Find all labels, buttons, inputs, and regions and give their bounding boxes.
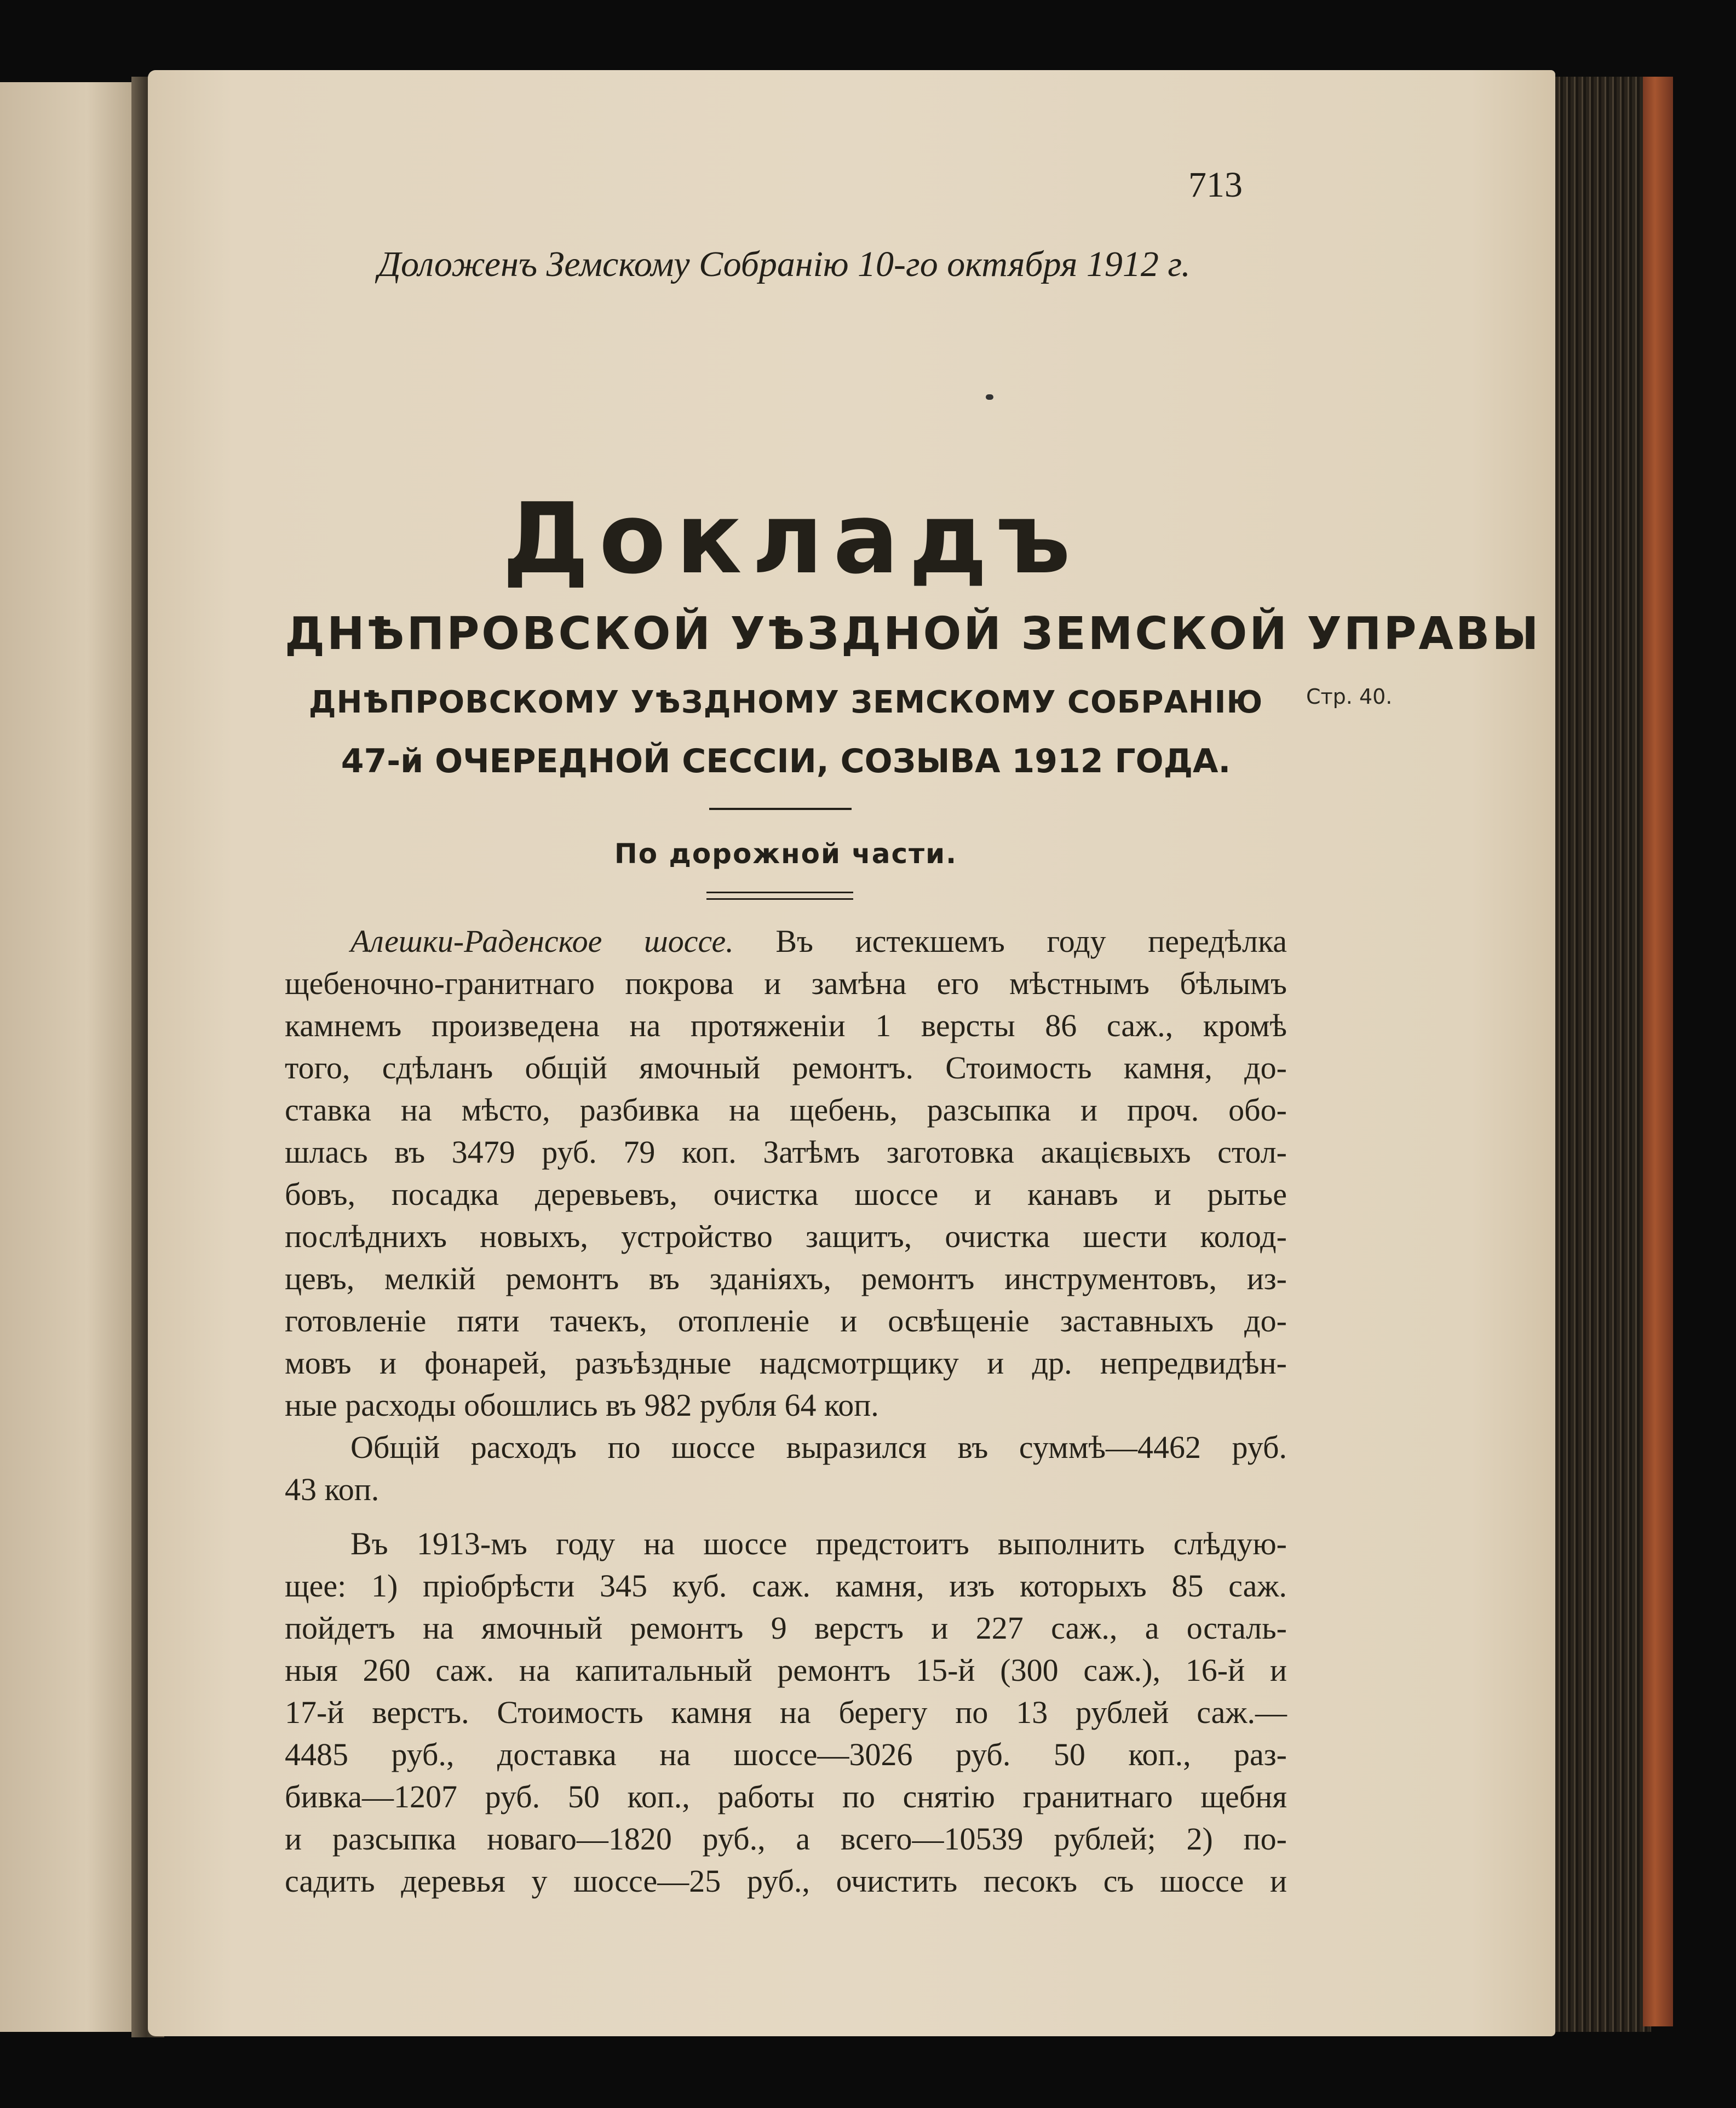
section-divider-bottom <box>706 898 853 900</box>
text-line: готовленіе пяти тачекъ, отопленіе и освѣщеніе заставныхъ до- <box>285 1303 1287 1339</box>
text-line: 4485 руб., доставка на шоссе—3026 руб. 50 коп., раз- <box>285 1737 1287 1772</box>
lead-phrase: Алешки-Раденское шоссе. <box>350 923 734 959</box>
text-line: Алешки-Раденское шоссе. Въ истекшемъ году передѣлка <box>350 923 1287 959</box>
text-line: шлась въ 3479 руб. 79 коп. Затѣмъ заготовка акацієвыхъ стол- <box>285 1134 1287 1170</box>
presented-note: Доложенъ Земскому Собранію 10-го октября 1912 г. <box>378 244 1191 284</box>
text-line: того, сдѣланъ общій ямочный ремонтъ. Стоимость камня, до- <box>285 1050 1287 1085</box>
body-text <box>285 920 1287 1902</box>
text-line: пойдетъ на ямочный ремонтъ 9 верстъ и 227 саж., а осталь- <box>285 1610 1287 1646</box>
report-subtitle-1: ДНѢПРОВСКОЙ УѢЗДНОЙ ЗЕМСКОЙ УПРАВЫ <box>285 608 1541 660</box>
section-divider-top <box>706 892 853 893</box>
text-line: бовъ, посадка деревьевъ, очистка шоссе и канавъ и рытье <box>285 1176 1287 1212</box>
report-subtitle-3: 47-й ОЧЕРЕДНОЙ СЕССІИ, СОЗЫВА 1912 ГОДА. <box>341 742 1231 780</box>
title-divider <box>709 808 852 810</box>
text-line: щее: 1) пріобрѣсти 345 куб. саж. камня, изъ которыхъ 85 саж. <box>285 1568 1287 1604</box>
text-line: ставка на мѣсто, разбивка на щебень, разсыпка и проч. обо- <box>285 1092 1287 1128</box>
margin-page-reference: Стр. 40. <box>1306 685 1393 709</box>
left-page-edge <box>0 82 145 2032</box>
text-line: 43 коп. <box>285 1472 380 1507</box>
text-line: мовъ и фонарей, разъѣздные надсмотрщику и др. непредвидѣн- <box>285 1345 1287 1381</box>
page-block-edges <box>1555 77 1651 2032</box>
text-line: бивка—1207 руб. 50 коп., работы по снятію гранитнаго щебня <box>285 1779 1287 1814</box>
text-line: ные расходы обошлись въ 982 рубля 64 коп. <box>285 1387 879 1423</box>
report-subtitle-2: ДНѢПРОВСКОМУ УѢЗДНОМУ ЗЕМСКОМУ СОБРАНІЮ <box>308 685 1263 720</box>
text-line: 17-й верстъ. Стоимость камня на берегу по 13 рублей саж.— <box>285 1695 1287 1730</box>
text-line: камнемъ произведена на протяженіи 1 версты 86 саж., кромѣ <box>285 1008 1287 1043</box>
text-line: ныя 260 саж. на капитальный ремонтъ 15-й (300 саж.), 16-й и <box>285 1652 1287 1688</box>
ink-dot <box>986 394 993 400</box>
report-title: Докладъ <box>502 482 1080 595</box>
text-line: и разсыпка новаго—1820 руб., а всего—10539 рублей; 2) по- <box>285 1821 1287 1857</box>
page-number: 713 <box>1188 165 1243 205</box>
section-heading: По дорожной части. <box>614 838 958 870</box>
text-line: Общій расходъ по шоссе выразился въ суммѣ—4462 руб. <box>350 1429 1287 1465</box>
book-cover-edge <box>1643 77 1673 2026</box>
text-line: садить деревья у шоссе—25 руб., очистить песокъ съ шоссе и <box>285 1863 1287 1899</box>
text-line: Въ 1913-мъ году на шоссе предстоитъ выполнить слѣдую- <box>350 1526 1287 1561</box>
text-line: послѣднихъ новыхъ, устройство защитъ, очистка шести колод- <box>285 1219 1287 1254</box>
paragraph-gap <box>285 1510 1287 1523</box>
text-line: щебеночно-гранитнаго покрова и замѣна его мѣстнымъ бѣлымъ <box>285 966 1287 1001</box>
text-line: цевъ, мелкій ремонтъ въ зданіяхъ, ремонтъ инструментовъ, из- <box>285 1261 1287 1296</box>
